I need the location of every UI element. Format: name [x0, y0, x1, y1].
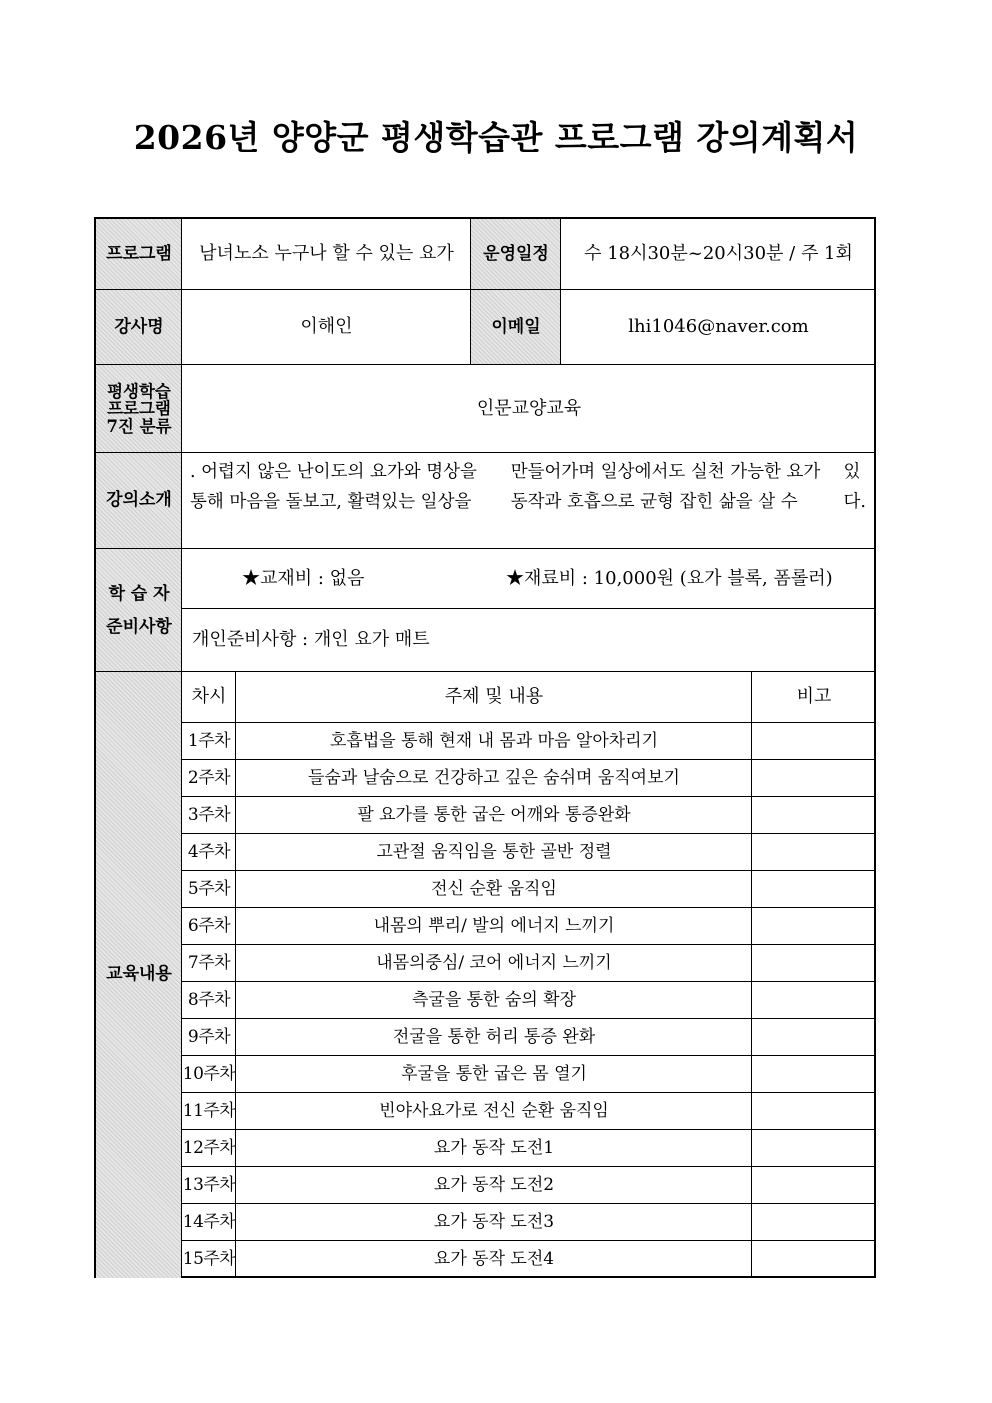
intro-text [182, 453, 876, 549]
category-label-line: 프로그램 [107, 399, 171, 419]
session-cell: 3주차 [187, 804, 231, 825]
intro-line: 만들어가며 일상에서도 실천 가능한 요가동작과 호흡으로 균형 잡힌 삶을 살 수 [510, 462, 821, 512]
topic-cell: 내몸의중심/ 코어 에너지 느끼기 [376, 952, 612, 973]
topic-cell: 호흡법을 통해 현재 내 몸과 마음 알아차리기 [329, 730, 659, 751]
prep-label-line: 준비사항 [106, 616, 172, 637]
category-value: 인문교양교육 [476, 397, 582, 419]
intro-line: . 어렵지 않은 난이도의 요가와 명상을 통해 마음을 돌보고, 활력있는 일상을 [190, 462, 477, 512]
session-cell: 7주차 [187, 952, 231, 973]
session-cell: 6주차 [187, 915, 231, 936]
note-cell [752, 871, 876, 908]
note-cell [752, 982, 876, 1019]
note-cell [752, 1241, 876, 1278]
instructor-value: 이해인 [300, 316, 353, 338]
lecture-plan-table [94, 217, 876, 1278]
row-divider [96, 364, 876, 365]
program-label: 프로그램 [96, 219, 182, 290]
topic-cell: 고관절 움직임을 통한 골반 정렬 [376, 841, 612, 862]
note-cell [752, 834, 876, 871]
material-fee: ★재료비 : 10,000원 (요가 블록, 폼롤러) [506, 567, 833, 589]
topic-cell: 빈야사요가로 전신 순환 움직임 [379, 1100, 609, 1121]
textbook-fee: ★교재비 : 없음 [242, 567, 365, 589]
row-divider [96, 548, 876, 549]
session-cell: 15주차 [182, 1248, 236, 1269]
topic-cell: 요가 동작 도전1 [433, 1137, 555, 1158]
session-cell: 5주차 [187, 878, 231, 899]
topic-cell: 들숨과 날숨으로 건강하고 깊은 숨쉬며 움직여보기 [308, 767, 680, 788]
session-cell: 10주차 [182, 1063, 236, 1084]
topic-cell: 요가 동작 도전2 [433, 1174, 555, 1195]
session-cell: 13주차 [182, 1174, 236, 1195]
row-divider [96, 671, 876, 672]
topic-cell: 후굴을 통한 굽은 몸 열기 [401, 1063, 587, 1084]
document-title: 2026년 양양군 평생학습관 프로그램 강의계획서 [133, 118, 859, 157]
topic-cell: 전굴을 통한 허리 통증 완화 [392, 1026, 596, 1047]
note-cell [752, 945, 876, 982]
personal-prep: 개인준비사항 : 개인 요가 매트 [192, 629, 430, 651]
note-cell [752, 1204, 876, 1241]
row-divider [96, 289, 876, 290]
session-cell: 11주차 [182, 1100, 236, 1121]
note-cell [752, 723, 876, 760]
category-label [96, 365, 182, 453]
session-cell: 4주차 [187, 841, 231, 862]
note-cell [752, 908, 876, 945]
note-cell [752, 1130, 876, 1167]
topic-cell: 팔 요가를 통한 굽은 어깨와 통증완화 [357, 804, 631, 825]
category-label-line: 7진 분류 [106, 416, 172, 436]
session-cell: 8주차 [187, 989, 231, 1010]
column-divider [470, 219, 471, 365]
session-cell: 14주차 [182, 1211, 236, 1232]
note-cell [752, 1167, 876, 1204]
curriculum-label: 교육내용 [96, 672, 182, 1278]
note-cell [752, 1019, 876, 1056]
row-divider [182, 722, 876, 723]
prep-label [96, 549, 182, 672]
email-label: 이메일 [471, 290, 561, 365]
column-divider [235, 672, 236, 1278]
column-divider [181, 219, 182, 1278]
schedule-value: 수 18시30분~20시30분 / 주 1회 [584, 243, 853, 265]
intro-label: 강의소개 [96, 453, 182, 549]
column-divider [751, 672, 752, 1278]
topic-cell: 내몸의 뿌리/ 발의 에너지 느끼기 [373, 915, 615, 936]
category-label-line: 평생학습 [107, 382, 171, 402]
intro-line: 있다. [843, 462, 866, 512]
instructor-label: 강사명 [96, 290, 182, 365]
note-cell [752, 1093, 876, 1130]
program-value: 남녀노소 누구나 할 수 있는 요가 [199, 243, 454, 265]
session-cell: 12주차 [182, 1137, 236, 1158]
note-header: 비고 [796, 686, 832, 708]
row-divider [96, 452, 876, 453]
email-value: lhi1046@naver.com [628, 316, 809, 338]
note-cell [752, 1056, 876, 1093]
topic-header: 주제 및 내용 [444, 686, 544, 708]
note-cell [752, 760, 876, 797]
schedule-label: 운영일정 [471, 219, 561, 290]
topic-cell: 측굴을 통한 숨의 확장 [411, 989, 576, 1010]
note-cell [752, 797, 876, 834]
session-cell: 9주차 [187, 1026, 231, 1047]
row-divider [182, 608, 876, 609]
prep-label-line: 학 습 자 [108, 584, 170, 605]
session-cell: 1주차 [187, 730, 231, 751]
session-header: 차시 [191, 686, 227, 708]
column-divider [560, 219, 561, 365]
topic-cell: 전신 순환 움직임 [431, 878, 557, 899]
topic-cell: 요가 동작 도전4 [433, 1248, 555, 1269]
session-cell: 2주차 [187, 767, 231, 788]
topic-cell: 요가 동작 도전3 [433, 1211, 555, 1232]
